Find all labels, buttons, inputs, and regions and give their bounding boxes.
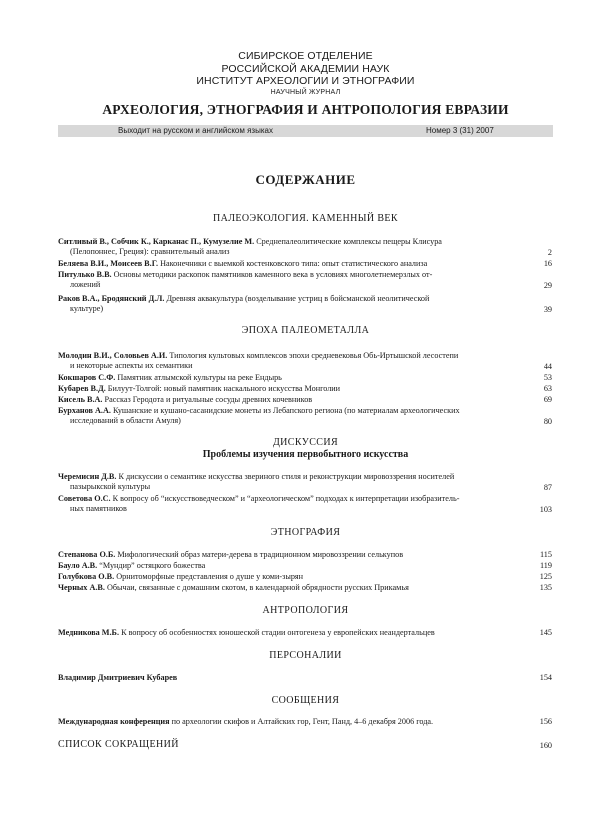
toc-entry[interactable] <box>58 717 526 727</box>
entry-page: 16 <box>543 259 552 268</box>
entry-author: Бауло А.В. <box>58 561 98 570</box>
entry-title: Кушанские и кушано-сасанидские монеты из Лебапского региона (по материалам археологических <box>110 406 460 415</box>
entry-title-cont: ложений <box>70 280 101 290</box>
entry-page: 156 <box>539 717 552 726</box>
entry-page: 135 <box>539 583 552 592</box>
issue-number: Номер 3 (31) 2007 <box>426 126 494 135</box>
entry-title-cont: пазырыкской культуры <box>70 482 151 492</box>
entry-title-cont: исследований в области Амуля) <box>70 416 181 426</box>
entry-page: 63 <box>543 384 552 393</box>
institution-line-1: СИБИРСКОЕ ОТДЕЛЕНИЕ <box>238 50 373 62</box>
entry-page: 44 <box>543 362 552 371</box>
languages-note: Выходит на русском и английском языках <box>118 126 273 135</box>
entry-title-cont: и некоторые аспекты их семантики <box>70 361 193 371</box>
entry-page: 103 <box>539 505 552 514</box>
entry-author: Кокшаров С.Ф. <box>58 373 116 382</box>
entry-author: Молодин В.И., Соловьев А.И. <box>58 351 168 360</box>
entry-page: 119 <box>540 561 552 570</box>
toc-entry[interactable] <box>58 472 526 493</box>
entry-page: 125 <box>539 572 552 581</box>
entry-author: Владимир Дмитриевич Кубарев <box>58 673 178 682</box>
entry-title: Билуут-Толгой: новый памятник наскального искусства Монголии <box>105 384 341 393</box>
entry-title: Мифологический образ матери-дерева в традиционном мировоззрении селькупов <box>115 550 404 559</box>
entry-author: Черных А.В. <box>58 583 105 592</box>
entry-title: Типология культовых комплексов эпохи средневековья Обь-Иртышской лесостепи <box>167 351 459 360</box>
toc-entry[interactable] <box>58 628 526 638</box>
entry-author: Кубарев В.Д. <box>58 384 106 393</box>
toc-entry[interactable] <box>58 373 526 383</box>
entry-author: Бурханов А.А. <box>58 406 111 415</box>
entry-title: по археологии скифов и Алтайских гор, Гент, Панд, 4–6 декабря 2006 года. <box>169 717 434 726</box>
entry-author: Раков В.А., Бродянский Д.Л. <box>58 294 165 303</box>
entry-author: Степанова О.Б. <box>58 550 116 559</box>
entry-title: К вопросу об особенностях юношеской стадии онтогенеза у европейских неандертальцев <box>119 628 435 637</box>
toc-entry[interactable] <box>58 494 526 515</box>
journal-label: НАУЧНЫЙ ЖУРНАЛ <box>270 89 341 96</box>
entry-author: Советова О.С. <box>58 494 111 503</box>
toc-entry[interactable] <box>58 673 526 683</box>
entry-title: Наконечники с выемкой костенковского типа: опыт статистического анализа <box>158 259 428 268</box>
entry-author: Беляева В.И., Моисеев В.Г. <box>58 259 159 268</box>
entry-page: 87 <box>543 483 552 492</box>
entry-title: Древняя аквакультура (возделывание устриц в бойсманской неолитической <box>164 294 430 303</box>
section-heading-messages: СООБЩЕНИЯ <box>271 695 340 706</box>
entry-page: 145 <box>539 628 552 637</box>
entry-author: Международная конференция <box>58 717 170 726</box>
section-heading-paleometal: ЭПОХА ПАЛЕОМЕТАЛЛА <box>241 325 370 336</box>
toc-entry[interactable] <box>58 406 526 427</box>
institution-line-2: РОССИЙСКОЙ АКАДЕМИИ НАУК <box>221 63 390 75</box>
entry-page: 2 <box>547 248 552 257</box>
entry-author: Голубкова О.В. <box>58 572 115 581</box>
entry-page: 69 <box>543 395 552 404</box>
entry-title: “Мундир” остяцкого божества <box>97 561 206 570</box>
entry-page: 80 <box>543 417 552 426</box>
entry-title: Памятник атлымской культуры на реке Ендырь <box>115 373 282 382</box>
section-heading-ethno: ЭТНОГРАФИЯ <box>270 527 341 538</box>
entry-title-cont: культуре) <box>70 304 104 314</box>
entry-page: 53 <box>543 373 552 382</box>
entry-title: Обычаи, связанные с домашним скотом, в календарной обрядности русских Прикамья <box>104 583 409 592</box>
entry-author: Ситливый В., Собчик К., Карканас П., Кумузелие М. <box>58 237 255 246</box>
section-heading-personalia: ПЕРСОНАЛИИ <box>269 650 342 661</box>
section-subheading-discussion: Проблемы изучения первобытного искусства <box>202 449 409 460</box>
toc-entry[interactable] <box>58 583 526 593</box>
institution-line-3: ИНСТИТУТ АРХЕОЛОГИИ И ЭТНОГРАФИИ <box>196 75 415 87</box>
abbreviations-link[interactable]: СПИСОК СОКРАЩЕНИЙ <box>58 739 179 750</box>
toc-entry[interactable] <box>58 259 526 269</box>
entry-title: К вопросу об “искусствоведческом” и “археологическом” подходах к интерпретации изобразитель- <box>110 494 460 503</box>
entry-title-cont: (Пелопоннес, Греция): сравнительный анализ <box>70 247 230 257</box>
toc-entry[interactable] <box>58 550 526 560</box>
entry-title: Орнитоморфные представления о душе у коми-зырян <box>114 572 304 581</box>
toc-entry[interactable] <box>58 237 526 258</box>
entry-author: Кисель В.А. <box>58 395 103 404</box>
entry-author: Медникова М.Б. <box>58 628 120 637</box>
entry-page: 115 <box>540 550 552 559</box>
toc-entry[interactable] <box>58 351 526 372</box>
journal-title: АРХЕОЛОГИЯ, ЭТНОГРАФИЯ И АНТРОПОЛОГИЯ ЕВРАЗИИ <box>102 102 509 117</box>
entry-title-cont: ных памятников <box>70 504 127 514</box>
contents-title: СОДЕРЖАНИЕ <box>255 172 356 187</box>
entry-title: Среднепалеолитические комплексы пещеры Клисура <box>254 237 442 246</box>
section-heading-paleo: ПАЛЕОЭКОЛОГИЯ. КАМЕННЫЙ ВЕК <box>212 213 398 224</box>
toc-entry[interactable] <box>58 384 526 394</box>
section-heading-discussion: ДИСКУССИЯ <box>272 437 339 448</box>
entry-author: Черемисин Д.В. <box>58 472 117 481</box>
toc-entry[interactable] <box>58 294 526 315</box>
entry-page: 29 <box>543 281 552 290</box>
entry-title: К дискуссии о семантике искусства звериного стиля и реконструкции мировоззрения носителей <box>116 472 455 481</box>
entry-author: Питулько В.В. <box>58 270 112 279</box>
entry-page: 154 <box>539 673 552 682</box>
entry-page: 39 <box>543 305 552 314</box>
toc-entry[interactable] <box>58 561 526 571</box>
abbreviations-page: 160 <box>539 741 552 750</box>
section-heading-anthro: АНТРОПОЛОГИЯ <box>262 605 349 616</box>
toc-entry[interactable] <box>58 395 526 405</box>
toc-entry[interactable] <box>58 270 526 291</box>
entry-title: Основы методики раскопок памятников каменного века в условиях многолетнемерзлых от- <box>111 270 433 279</box>
toc-entry[interactable] <box>58 572 526 582</box>
entry-title: Рассказ Геродота и ритуальные сосуды древних кочевников <box>102 395 313 404</box>
